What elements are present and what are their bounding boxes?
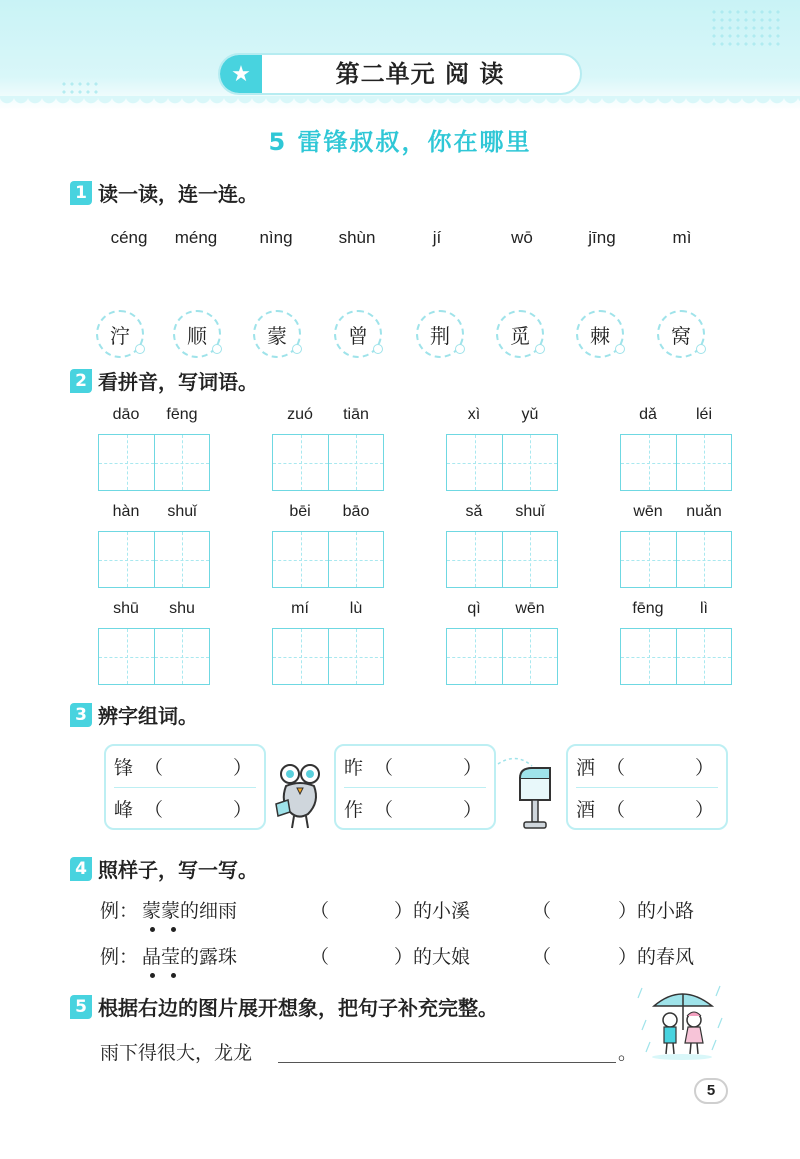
mailbox-illustration [496, 756, 568, 832]
writing-box[interactable] [621, 435, 676, 490]
children-umbrella-rain-illustration [636, 980, 728, 1062]
writing-box[interactable] [502, 532, 557, 587]
writing-grid [620, 406, 732, 491]
character: 昨 [344, 757, 364, 779]
grid-pinyin: xì [467, 406, 481, 423]
grid-pinyin: mí [291, 600, 309, 617]
writing-box[interactable] [99, 435, 154, 490]
character-circle[interactable]: 顺 [173, 310, 221, 358]
character-row [0, 310, 800, 358]
grid-pinyin: shuǐ [515, 503, 545, 520]
grid-pinyin: sǎ [465, 503, 483, 520]
character-circle[interactable]: 蒙 [253, 310, 301, 358]
blank-close-phrase: ）的小溪 [394, 900, 471, 922]
emphasis-dot [150, 973, 155, 978]
emphasis-dot [171, 973, 176, 978]
paren-close: ） [462, 757, 482, 779]
character-circle[interactable]: 觅 [496, 310, 544, 358]
star-icon: ★ [220, 55, 262, 93]
paren-open: （ [606, 799, 626, 821]
unit-title: 第二单元 阅 读 [335, 60, 505, 88]
example-label: 例： [100, 900, 139, 922]
writing-box[interactable] [676, 629, 731, 684]
blank-open[interactable]: （ [310, 900, 330, 922]
writing-box[interactable] [273, 435, 328, 490]
emphasis-dot [171, 927, 176, 932]
writing-grid [620, 600, 732, 685]
pinyin-item: jīng [588, 228, 616, 247]
grid-pinyin: dāo [112, 406, 140, 423]
page-number: 5 [694, 1078, 728, 1104]
question-number-badge: 3 [70, 703, 92, 727]
grid-pinyin: nuǎn [686, 503, 722, 520]
writing-box[interactable] [154, 435, 209, 490]
character: 酒 [576, 799, 596, 821]
pinyin-item: mì [672, 228, 692, 247]
question-text: 根据右边的图片展开想象，把句子补充完整。 [98, 996, 498, 1020]
bird-mascot-illustration [268, 760, 336, 832]
pinyin-item: wō [511, 228, 533, 247]
character: 锋 [114, 757, 134, 779]
pinyin-item: jí [432, 228, 442, 247]
question-number-badge: 2 [70, 369, 92, 393]
grid-pinyin: qì [467, 600, 481, 617]
grid-pinyin: lì [700, 600, 708, 617]
question-number-badge: 5 [70, 995, 92, 1019]
word-pair-box [104, 744, 266, 830]
word-pair-line[interactable] [344, 748, 486, 788]
decor-dots [710, 8, 780, 48]
character: 作 [344, 799, 364, 821]
question-number-badge: 4 [70, 857, 92, 881]
question-4-heading [70, 854, 258, 883]
writing-box[interactable] [99, 629, 154, 684]
grid-pinyin: wēn [633, 503, 663, 520]
word-pair-line[interactable] [576, 790, 718, 830]
writing-grid [272, 600, 384, 685]
writing-box[interactable] [328, 629, 383, 684]
writing-box[interactable] [328, 532, 383, 587]
writing-grid [98, 406, 210, 491]
word-pair-line[interactable] [576, 748, 718, 788]
writing-box[interactable] [676, 435, 731, 490]
writing-box[interactable] [676, 532, 731, 587]
character-circle[interactable]: 窝 [657, 310, 705, 358]
question-3-heading [70, 700, 198, 729]
grid-pinyin: wēn [515, 600, 545, 617]
grid-pinyin: fēng [632, 600, 664, 617]
character-circle[interactable]: 泞 [96, 310, 144, 358]
paren-open: （ [144, 799, 164, 821]
grid-pinyin: dǎ [639, 406, 657, 423]
grid-pinyin: shū [113, 600, 139, 617]
lesson-title: 5 雷锋叔叔，你在哪里 [268, 128, 532, 156]
grid-pinyin: bāo [342, 503, 370, 520]
paren-close: ） [694, 757, 714, 779]
character-circle[interactable]: 曾 [334, 310, 382, 358]
grid-pinyin: tiān [343, 406, 369, 423]
writing-box[interactable] [273, 629, 328, 684]
character: 峰 [114, 799, 134, 821]
writing-box[interactable] [447, 629, 502, 684]
example-label: 例： [100, 946, 139, 968]
writing-box[interactable] [502, 629, 557, 684]
blank-open[interactable]: （ [310, 946, 330, 968]
question-text: 照样子，写一写。 [98, 858, 258, 882]
character-circle[interactable]: 棘 [576, 310, 624, 358]
paren-open: （ [606, 757, 626, 779]
paren-open: （ [144, 757, 164, 779]
grid-pinyin: shuǐ [167, 503, 197, 520]
blank-close-phrase: ）的大娘 [394, 946, 471, 968]
writing-grid [620, 503, 732, 588]
word-pair-line[interactable] [114, 790, 256, 830]
character: 洒 [576, 757, 596, 779]
grid-pinyin: zuó [287, 406, 313, 423]
decor-dots [60, 80, 100, 100]
writing-grid [446, 503, 558, 588]
word-pair-line[interactable] [344, 790, 486, 830]
question-text: 看拼音，写词语。 [98, 370, 258, 394]
grid-pinyin: lù [349, 600, 363, 617]
sentence-start: 雨下得很大，龙龙 [100, 1042, 253, 1064]
writing-box[interactable] [447, 435, 502, 490]
paren-open: （ [374, 757, 394, 779]
word-pair-line[interactable] [114, 748, 256, 788]
word-pair-box [334, 744, 496, 830]
question-number-badge: 1 [70, 181, 92, 205]
writing-box[interactable] [502, 435, 557, 490]
pinyin-item: shùn [338, 228, 376, 247]
blank-open[interactable]: （ [532, 946, 552, 968]
grid-pinyin: bēi [289, 503, 311, 520]
example-phrase: 晶莹的露珠 [142, 946, 238, 968]
blank-close-phrase: ）的小路 [618, 900, 695, 922]
question-text: 辨字组词。 [98, 704, 198, 728]
writing-grid [98, 503, 210, 588]
answer-line[interactable] [278, 1062, 616, 1063]
writing-grid [272, 503, 384, 588]
writing-box[interactable] [447, 532, 502, 587]
question-5-heading [70, 992, 498, 1021]
blank-close-phrase: ）的春风 [618, 946, 695, 968]
example-phrase: 蒙蒙的细雨 [142, 900, 238, 922]
pinyin-item: méng [174, 228, 218, 247]
word-pair-box [566, 744, 728, 830]
paren-open: （ [374, 799, 394, 821]
writing-box[interactable] [621, 629, 676, 684]
writing-box[interactable] [99, 532, 154, 587]
emphasis-dot [150, 927, 155, 932]
writing-grid [272, 406, 384, 491]
question-1-heading [70, 178, 258, 207]
pinyin-item: céng [110, 228, 148, 247]
grid-pinyin: léi [695, 406, 712, 423]
writing-box[interactable] [154, 629, 209, 684]
paren-close: ） [232, 757, 252, 779]
paren-close: ） [462, 799, 482, 821]
unit-banner [218, 53, 582, 95]
writing-box[interactable] [154, 532, 209, 587]
writing-box[interactable] [328, 435, 383, 490]
writing-box[interactable] [273, 532, 328, 587]
question-text: 读一读，连一连。 [98, 182, 258, 206]
writing-grid [446, 406, 558, 491]
writing-grid [446, 600, 558, 685]
writing-box[interactable] [621, 532, 676, 587]
grid-pinyin: hàn [112, 503, 140, 520]
blank-open[interactable]: （ [532, 900, 552, 922]
paren-close: ） [232, 799, 252, 821]
paren-close: ） [694, 799, 714, 821]
grid-pinyin: fēng [166, 406, 198, 423]
sentence-end: 。 [618, 1042, 638, 1064]
pinyin-item: nìng [259, 228, 293, 247]
writing-grid [98, 600, 210, 685]
grid-pinyin: yǔ [521, 406, 539, 423]
grid-pinyin: shu [169, 600, 195, 617]
question-2-heading [70, 366, 258, 395]
character-circle[interactable]: 荆 [416, 310, 464, 358]
pinyin-row [0, 228, 800, 250]
